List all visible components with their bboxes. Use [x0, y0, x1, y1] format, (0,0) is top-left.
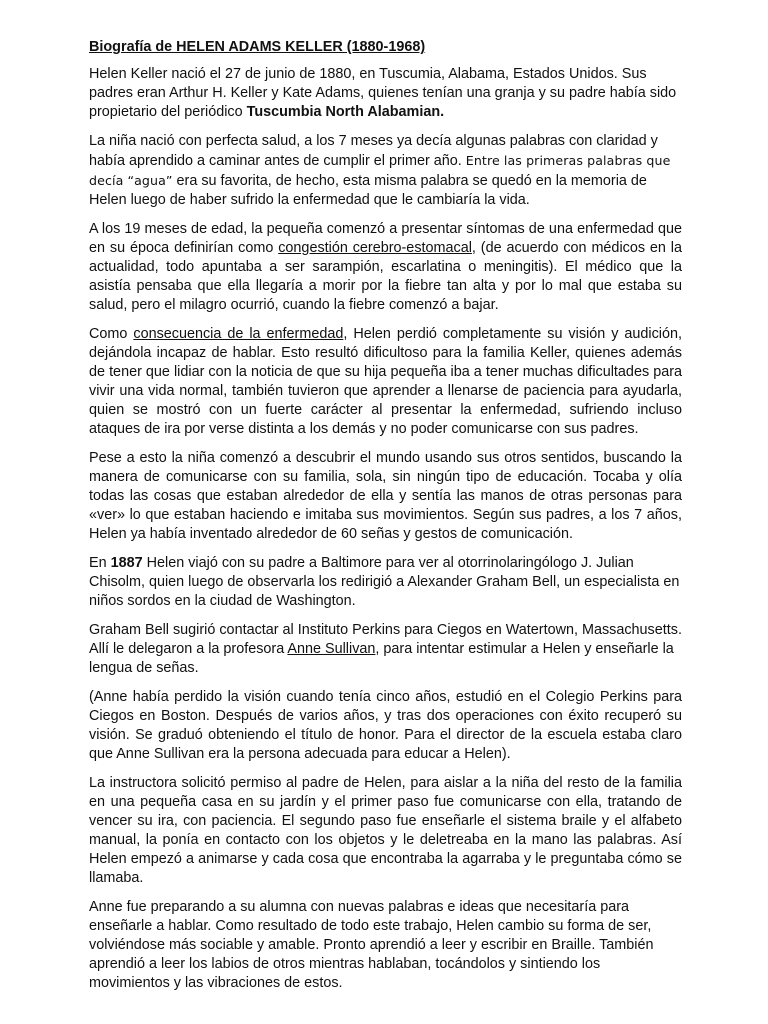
paragraph-illness	[89, 220, 682, 315]
paragraph-early-childhood	[89, 132, 682, 210]
paragraph-text: , para intentar estimular a Helen y enseñarle la lengua de señas.	[89, 641, 674, 676]
link-congestion[interactable]: congestión cerebro-estomacal	[278, 240, 472, 256]
link-consequence[interactable]: consecuencia de la enfermedad	[133, 326, 344, 342]
link-anne-sullivan[interactable]: Anne Sullivan	[287, 641, 376, 657]
year-1887: 1887	[110, 555, 143, 571]
paragraph-instructor: La instructora solicitó permiso al padre de Helen, para aislar a la niña del resto de la familia en una pequeña casa en su jardín y el primer paso fue comunicarse con ella, tratando de vencer su ira, con paciencia. El segundo paso fue enseñarle el sistema braile y el alfabeto manual, la ponía en contacto con los objetos y le deletreaba en la mano las palabras. Así Helen empezó a animarse y cada cosa que encontraba la agarraba y le preguntaba cómo se llamaba.	[89, 775, 682, 886]
paragraph-text: , Helen perdió completamente su visión y audición, dejándola incapaz de hablar. Esto resultó dificultoso para la familia Keller, quienes además de tener que lidiar con la noticia de que su hija pequeña iba a tener muchas dificultades para vivir una vida normal, también tuvieron que aprender a llenarse de paciencia para ayudarla, quien se mostró con un fuerte carácter al presentar la enfermedad, sufriendo incluso ataques de ira por verse distinta a los demás y no poder comunicarse con sus padres.	[89, 326, 682, 437]
paragraph-text: En	[89, 555, 111, 571]
paragraph-text: era su favorita, de hecho, esta misma palabra se quedó en la memoria de Helen luego de haber sufrido la enfermedad que le cambiaría la vida.	[89, 173, 647, 208]
paragraph-text: A los 19 meses de edad, la pequeña comenzó a presentar síntomas de una enfermedad que en su época definirían como	[89, 221, 682, 256]
paragraph-text-alt-font: Entre las primeras palabras que decía “agua”	[89, 153, 671, 188]
paragraph-consequence	[89, 325, 682, 439]
paragraph-text: Helen viajó con su padre a Baltimore para ver al otorrinolaringólogo J. Julian Chisolm, quien luego de observarla los redirigió a Alexander Graham Bell, un especialista en niños sordos en la ciudad de Washington.	[89, 555, 680, 609]
paragraph-text: Helen Keller nació el 27 de junio de 1880, en Tuscumia, Alabama, Estados Unidos. Sus padres eran Arthur H. Keller y Kate Adams, quienes tenían una granja y su padre había sido propietario del periódico	[89, 66, 677, 120]
paragraph-birth	[89, 65, 682, 122]
paragraph-1887	[89, 554, 682, 611]
paragraph-text: La niña nació con perfecta salud, a los 7 meses ya decía algunas palabras con claridad y había aprendido a caminar antes de cumplir el primer año.	[89, 133, 658, 169]
newspaper-name: Tuscumbia North Alabamian.	[246, 104, 445, 120]
paragraph-senses: Pese a esto la niña comenzó a descubrir el mundo usando sus otros sentidos, buscando la manera de comunicarse con su familia, sola, sin ningún tipo de educación. Tocaba y olía todas las cosas que estaban alrededor de ella y sentía las manos de otras personas para «ver» lo que estaban haciendo e imitaba sus movimientos. Según sus padres, a los 7 años, Helen ya había inventado alrededor de 60 señas y gestos de comunicación.	[89, 450, 682, 542]
paragraph-perkins	[89, 621, 682, 678]
paragraph-text: Como	[89, 326, 134, 342]
paragraph-text: Graham Bell sugirió contactar al Instituto Perkins para Ciegos en Watertown, Massachusetts. Allí le delegaron a la profesora	[89, 622, 682, 657]
paragraph-text: , (de acuerdo con médicos en la actualidad, todo apuntaba a ser sarampión, escarlatina o meningitis). El médico que la asistía pensaba que ella llegaría a morir por la fiebre tan alta y por lo mal que estaba su salud, pero el milagro ocurrió, cuando la fiebre comenzó a bajar.	[89, 240, 683, 313]
paragraph-progress: Anne fue preparando a su alumna con nuevas palabras e ideas que necesitaría para enseñarle a hablar. Como resultado de todo este trabajo, Helen cambio su forma de ser, volviéndose más sociable y amable. Pronto aprendió a leer y escribir en Braille. También aprendió a leer los labios de otros mientras hablaban, tocándolos y sintiendo los movimientos y las vibraciones de estos.	[89, 899, 654, 991]
paragraph-anne-background: (Anne había perdido la visión cuando tenía cinco años, estudió en el Colegio Perkins para Ciegos en Boston. Después de varios años, y tras dos operaciones con éxito recuperó su visión. Se graduó obteniendo el título de honor. Para el director de la escuela estaba claro que Anne Sullivan era la persona adecuada para educar a Helen).	[89, 689, 682, 762]
page-title: Biografía de HELEN ADAMS KELLER (1880-1968)	[89, 39, 426, 55]
